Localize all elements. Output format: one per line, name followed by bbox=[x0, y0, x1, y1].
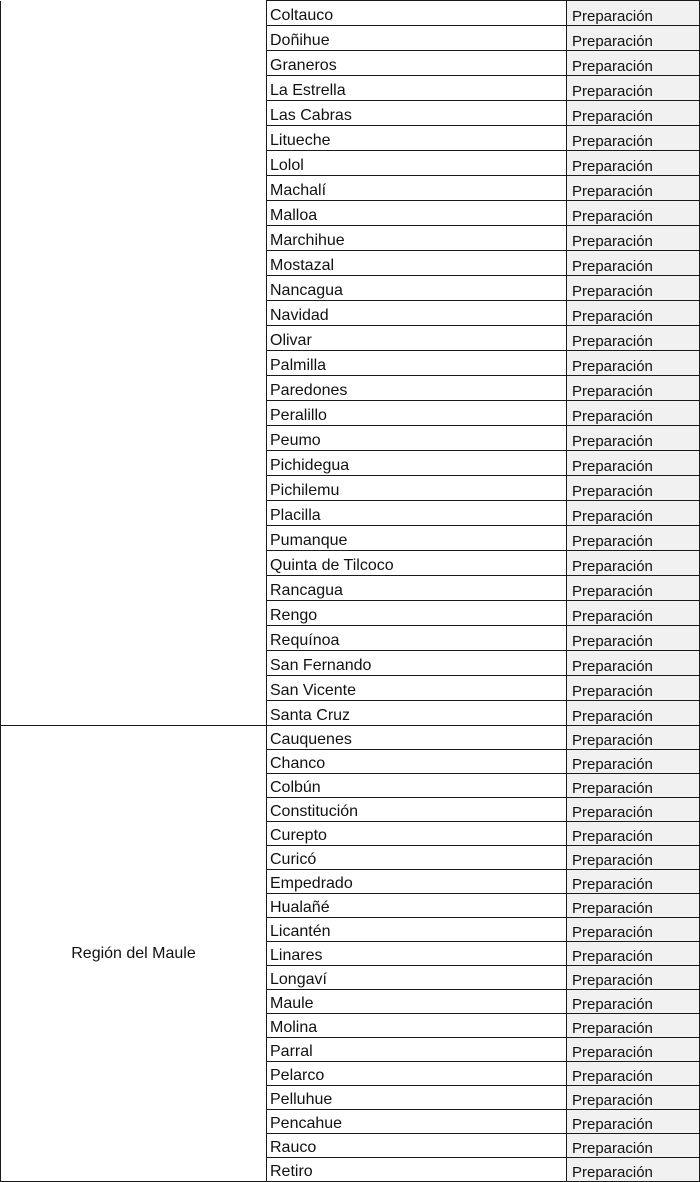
comuna-cell: Santa Cruz bbox=[267, 701, 567, 726]
estado-cell: Preparación bbox=[567, 990, 700, 1014]
estado-cell: Preparación bbox=[567, 326, 700, 351]
estado-cell: Preparación bbox=[567, 451, 700, 476]
comuna-cell: Olivar bbox=[267, 326, 567, 351]
estado-cell: Preparación bbox=[567, 726, 700, 750]
comuna-cell: Nancagua bbox=[267, 276, 567, 301]
region-cell: Región del Maule bbox=[1, 726, 267, 1182]
comuna-cell: Parral bbox=[267, 1038, 567, 1062]
estado-cell: Preparación bbox=[567, 151, 700, 176]
estado-cell: Preparación bbox=[567, 894, 700, 918]
comuna-cell: Constitución bbox=[267, 798, 567, 822]
comuna-cell: Requínoa bbox=[267, 626, 567, 651]
estado-cell: Preparación bbox=[567, 1158, 700, 1182]
estado-cell: Preparación bbox=[567, 401, 700, 426]
estado-cell: Preparación bbox=[567, 126, 700, 151]
estado-cell: Preparación bbox=[567, 798, 700, 822]
comuna-cell: Navidad bbox=[267, 301, 567, 326]
comuna-cell: Quinta de Tilcoco bbox=[267, 551, 567, 576]
estado-cell: Preparación bbox=[567, 51, 700, 76]
comuna-cell: San Fernando bbox=[267, 651, 567, 676]
comuna-cell: Lolol bbox=[267, 151, 567, 176]
comuna-cell: Rancagua bbox=[267, 576, 567, 601]
comuna-cell: Peralillo bbox=[267, 401, 567, 426]
estado-cell: Preparación bbox=[567, 1110, 700, 1134]
comuna-cell: Pelarco bbox=[267, 1062, 567, 1086]
estado-cell: Preparación bbox=[567, 1134, 700, 1158]
estado-cell: Preparación bbox=[567, 226, 700, 251]
estado-cell: Preparación bbox=[567, 1086, 700, 1110]
table-row bbox=[1, 1, 700, 26]
comuna-cell: Rengo bbox=[267, 601, 567, 626]
comuna-cell: Coltauco bbox=[267, 1, 567, 26]
estado-cell: Preparación bbox=[567, 870, 700, 894]
estado-cell: Preparación bbox=[567, 750, 700, 774]
estado-cell: Preparación bbox=[567, 822, 700, 846]
comuna-cell: Machalí bbox=[267, 176, 567, 201]
estado-cell: Preparación bbox=[567, 942, 700, 966]
comunas-table-body bbox=[1, 1, 700, 1182]
estado-cell: Preparación bbox=[567, 601, 700, 626]
estado-cell: Preparación bbox=[567, 476, 700, 501]
comuna-cell: Maule bbox=[267, 990, 567, 1014]
comuna-cell: San Vicente bbox=[267, 676, 567, 701]
comuna-cell: Pumanque bbox=[267, 526, 567, 551]
comuna-cell: Pencahue bbox=[267, 1110, 567, 1134]
comuna-cell: Litueche bbox=[267, 126, 567, 151]
estado-cell: Preparación bbox=[567, 626, 700, 651]
estado-cell: Preparación bbox=[567, 576, 700, 601]
comuna-cell: Rauco bbox=[267, 1134, 567, 1158]
estado-cell: Preparación bbox=[567, 676, 700, 701]
comuna-cell: La Estrella bbox=[267, 76, 567, 101]
estado-cell: Preparación bbox=[567, 551, 700, 576]
comuna-cell: Paredones bbox=[267, 376, 567, 401]
comuna-cell: Hualañé bbox=[267, 894, 567, 918]
estado-cell: Preparación bbox=[567, 526, 700, 551]
comuna-cell: Mostazal bbox=[267, 251, 567, 276]
estado-cell: Preparación bbox=[567, 1014, 700, 1038]
table-row bbox=[1, 726, 700, 750]
comuna-cell: Pichilemu bbox=[267, 476, 567, 501]
estado-cell: Preparación bbox=[567, 351, 700, 376]
comuna-cell: Longaví bbox=[267, 966, 567, 990]
estado-cell: Preparación bbox=[567, 26, 700, 51]
region-cell bbox=[1, 1, 267, 726]
estado-cell: Preparación bbox=[567, 176, 700, 201]
estado-cell: Preparación bbox=[567, 1062, 700, 1086]
comuna-cell: Placilla bbox=[267, 501, 567, 526]
comuna-cell: Chanco bbox=[267, 750, 567, 774]
estado-cell: Preparación bbox=[567, 774, 700, 798]
comuna-cell: Linares bbox=[267, 942, 567, 966]
comuna-cell: Colbún bbox=[267, 774, 567, 798]
comuna-cell: Retiro bbox=[267, 1158, 567, 1182]
comuna-cell: Curicó bbox=[267, 846, 567, 870]
estado-cell: Preparación bbox=[567, 276, 700, 301]
estado-cell: Preparación bbox=[567, 966, 700, 990]
comuna-cell: Pichidegua bbox=[267, 451, 567, 476]
estado-cell: Preparación bbox=[567, 918, 700, 942]
estado-cell: Preparación bbox=[567, 76, 700, 101]
estado-cell: Preparación bbox=[567, 501, 700, 526]
comuna-cell: Graneros bbox=[267, 51, 567, 76]
estado-cell: Preparación bbox=[567, 701, 700, 726]
comuna-cell: Curepto bbox=[267, 822, 567, 846]
comuna-cell: Molina bbox=[267, 1014, 567, 1038]
estado-cell: Preparación bbox=[567, 101, 700, 126]
comuna-cell: Marchihue bbox=[267, 226, 567, 251]
comuna-cell: Peumo bbox=[267, 426, 567, 451]
estado-cell: Preparación bbox=[567, 201, 700, 226]
comuna-cell: Empedrado bbox=[267, 870, 567, 894]
estado-cell: Preparación bbox=[567, 301, 700, 326]
estado-cell: Preparación bbox=[567, 251, 700, 276]
estado-cell: Preparación bbox=[567, 376, 700, 401]
estado-cell: Preparación bbox=[567, 846, 700, 870]
estado-cell: Preparación bbox=[567, 651, 700, 676]
comuna-cell: Malloa bbox=[267, 201, 567, 226]
comuna-cell: Licantén bbox=[267, 918, 567, 942]
comuna-cell: Palmilla bbox=[267, 351, 567, 376]
comuna-cell: Las Cabras bbox=[267, 101, 567, 126]
estado-cell: Preparación bbox=[567, 1038, 700, 1062]
comuna-cell: Cauquenes bbox=[267, 726, 567, 750]
estado-cell: Preparación bbox=[567, 1, 700, 26]
estado-cell: Preparación bbox=[567, 426, 700, 451]
comuna-cell: Doñihue bbox=[267, 26, 567, 51]
comuna-cell: Pelluhue bbox=[267, 1086, 567, 1110]
